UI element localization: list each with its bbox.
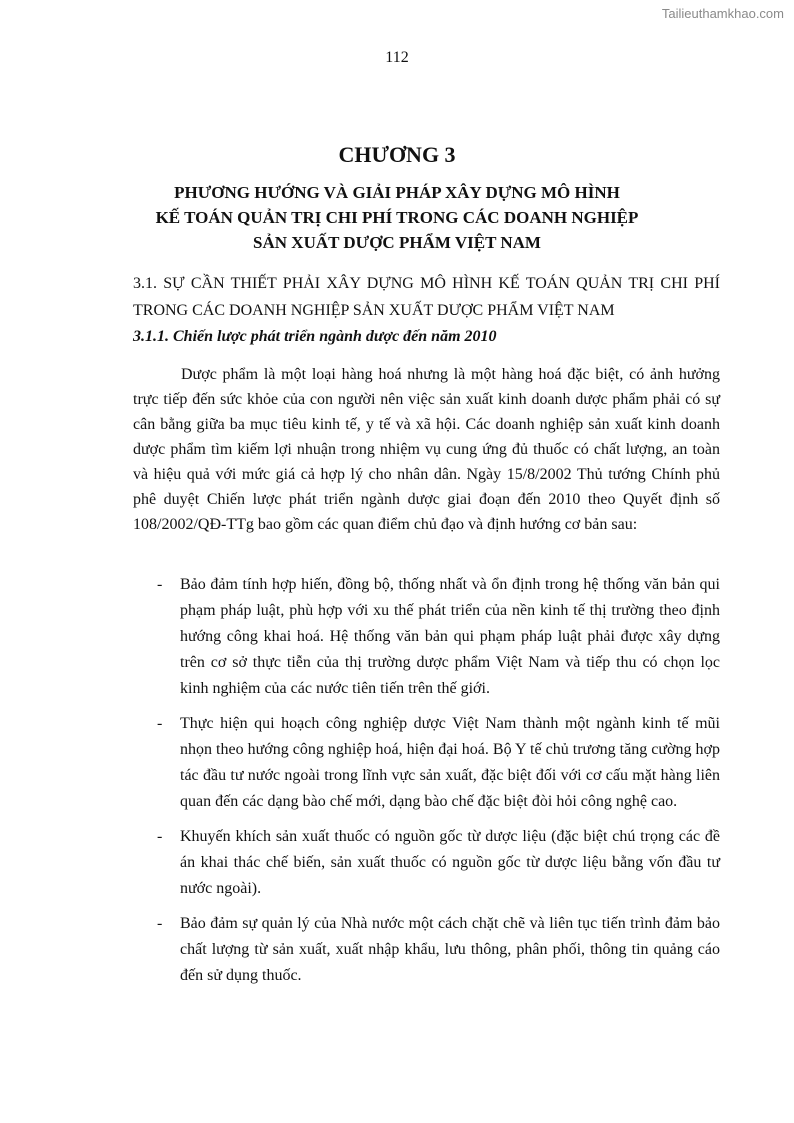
list-item-text: Thực hiện qui hoạch công nghiệp dược Việt Nam thành một ngành kinh tế mũi nhọn theo hướng công nghiệp hoá, hiện đại hoá. Bộ Y tế chủ trương tăng cường hợp tác đầu tư nước ngoài trong lĩnh vực sản xuất, đặc biệt đối với cơ cấu mặt hàng liên quan đến các dạng bào chế mới, dạng bào chế đặc biệt đòi hỏi công nghệ cao. [180,715,720,810]
watermark: Tailieuthamkhao.com [661,6,784,21]
chapter-title: CHƯƠNG 3 [338,142,456,167]
subsection-heading: 3.1.1. Chiến lược phát triển ngành dược đến năm 2010 [133,328,497,345]
bullet-marker: - [157,828,163,845]
list-item [133,824,720,902]
bullet-marker: - [157,715,163,732]
bullet-list [133,572,720,998]
list-item [133,711,720,815]
chapter-subtitle-line: PHƯƠNG HƯỚNG VÀ GIẢI PHÁP XÂY DỰNG MÔ HÌNH [174,183,620,202]
section-heading: 3.1. SỰ CẦN THIẾT PHẢI XÂY DỰNG MÔ HÌNH KẾ TOÁN QUẢN TRỊ CHI PHÍ TRONG CÁC DOANH NGHIỆP SẢN XUẤT DƯỢC PHẨM VIỆT NAM [133,275,720,319]
page-number: 112 [385,49,409,66]
list-item [133,572,720,702]
bullet-marker: - [157,576,163,593]
list-item-text: Bảo đảm sự quản lý của Nhà nước một cách chặt chẽ và liên tục tiến trình đảm bảo chất lượng từ sản xuất, xuất nhập khẩu, lưu thông, phân phối, thông tin quảng cáo đến sử dụng thuốc. [180,915,720,984]
list-item [133,911,720,989]
bullet-marker: - [157,915,163,932]
list-item-text: Khuyến khích sản xuất thuốc có nguồn gốc từ dược liệu (đặc biệt chú trọng các đề án khai thác chế biến, sản xuất thuốc có nguồn gốc từ dược liệu bằng vốn đầu tư nước ngoài). [180,828,720,897]
body-paragraph: Dược phẩm là một loại hàng hoá nhưng là một hàng hoá đặc biệt, có ảnh hưởng trực tiếp đến sức khỏe của con người nên việc sản xuất kinh doanh dược phẩm phải có sự cân bằng giữa ba mục tiêu kinh tế, y tế và xã hội. Các doanh nghiệp sản xuất kinh doanh dược phẩm tìm kiếm lợi nhuận trong nhiệm vụ cung ứng đủ thuốc có chất lượng, an toàn và hiệu quả với mức giá cả hợp lý cho nhân dân. Ngày 15/8/2002 Thủ tướng Chính phủ phê duyệt Chiến lược phát triển ngành dược giai đoạn đến 2010 theo Quyết định số 108/2002/QĐ-TTg bao gồm các quan điểm chủ đạo và định hướng cơ bản sau: [133,366,720,533]
list-item-text: Bảo đảm tính hợp hiến, đồng bộ, thống nhất và ổn định trong hệ thống văn bản qui phạm pháp luật, phù hợp với xu thế phát triển của nền kinh tế thị trường theo định hướng công khai hoá. Hệ thống văn bản qui phạm pháp luật phải được xây dựng trên cơ sở thực tiễn của thị trường dược phẩm Việt Nam và tiếp thu có chọn lọc kinh nghiệm của các nước tiên tiến trên thế giới. [180,576,720,697]
chapter-subtitle-line: KẾ TOÁN QUẢN TRỊ CHI PHÍ TRONG CÁC DOANH NGHIỆP [155,208,639,227]
chapter-subtitle [120,180,674,255]
chapter-subtitle-line: SẢN XUẤT DƯỢC PHẨM VIỆT NAM [253,233,541,252]
